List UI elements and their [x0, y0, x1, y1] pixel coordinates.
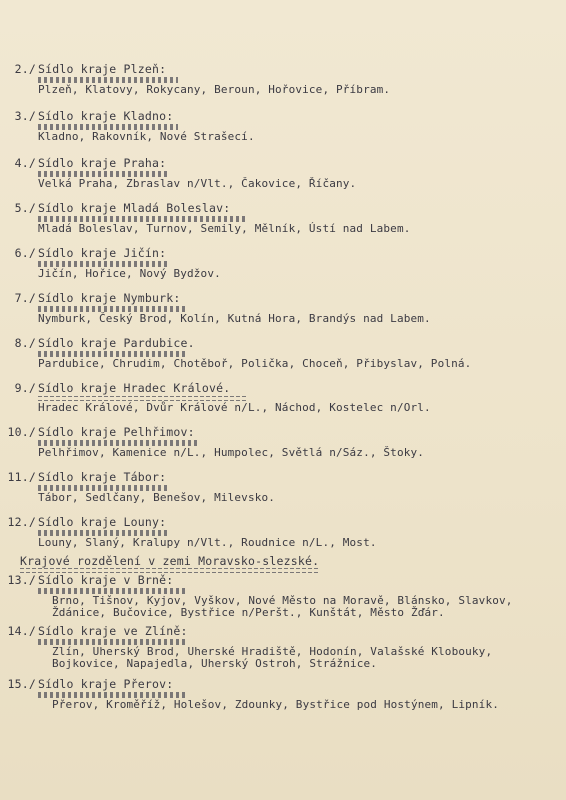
entry-number: 2./: [14, 62, 36, 76]
town-list: Pardubice, Chrudim, Chotěboř, Polička, Choceň, Přibyslav, Polná.: [38, 357, 472, 370]
region-list: [0, 62, 566, 711]
title-underline: [38, 77, 178, 83]
region-entry-9: [10, 381, 566, 415]
town-list: Hradec Králové, Dvůr Králové n/L., Náchod, Kostelec n/Orl.: [38, 401, 431, 414]
entry-title: Sídlo kraje Jičín:: [38, 246, 167, 260]
title-underline: [38, 588, 188, 594]
moravia-section: [20, 554, 566, 573]
entry-number: 14./: [7, 624, 36, 638]
town-list: Pelhřimov, Kamenice n/L., Humpolec, Světlá n/Sáz., Štoky.: [38, 446, 425, 459]
entry-number: 13./: [7, 573, 36, 587]
region-entry-11: [2, 470, 566, 505]
region-entry-12: [2, 515, 566, 550]
entry-title: Sídlo kraje v Brně:: [38, 573, 174, 587]
region-entry-6: [10, 246, 566, 281]
town-list: Nymburk, Český Brod, Kolín, Kutná Hora, Brandýs nad Labem.: [38, 312, 431, 325]
title-underline: [38, 396, 248, 401]
title-underline: [38, 440, 198, 446]
title-underline: [38, 485, 168, 491]
entry-title: Sídlo kraje Pardubice.: [38, 336, 195, 350]
town-list: Velká Praha, Zbraslav n/Vlt., Čakovice, Říčany.: [38, 177, 357, 190]
region-entry-7: [10, 291, 566, 326]
region-entry-14: [2, 624, 566, 671]
region-entry-13: [2, 573, 566, 620]
entry-number: 3./: [14, 109, 36, 123]
region-entry-5: [10, 201, 566, 236]
title-underline: [38, 639, 188, 645]
entry-title: Sídlo kraje Pelhřimov:: [38, 425, 195, 439]
town-list-line-1: Zlín, Uherský Brod, Uherské Hradiště, Hodonín, Valašské Klobouky,: [52, 645, 493, 658]
town-list: Tábor, Sedlčany, Benešov, Milevsko.: [38, 491, 276, 504]
town-list: Mladá Boleslav, Turnov, Semily, Mělník, Ústí nad Labem.: [38, 222, 411, 235]
entry-number: 12./: [7, 515, 36, 529]
town-list: Plzeň, Klatovy, Rokycany, Beroun, Hořovice, Příbram.: [38, 83, 391, 96]
entry-number: 8./: [14, 336, 36, 350]
entry-title: Sídlo kraje ve Zlíně:: [38, 624, 188, 638]
entry-title: Sídlo kraje Hradec Králové.: [38, 381, 231, 395]
entry-number: 9./: [14, 381, 36, 395]
entry-title: Sídlo kraje Přerov:: [38, 677, 174, 691]
title-underline: [38, 216, 248, 222]
section-title: Krajové rozdělení v zemi Moravsko-slezské.: [20, 554, 320, 568]
entry-number: 10./: [7, 425, 36, 439]
entry-title: Sídlo kraje Tábor:: [38, 470, 167, 484]
town-list-line-2: Ždánice, Bučovice, Bystřice n/Peršt., Kunštát, Město Žďár.: [52, 606, 445, 619]
entry-number: 11./: [7, 470, 36, 484]
title-underline: [38, 692, 188, 698]
town-list-line-1: Brno, Tišnov, Kyjov, Vyškov, Nové Město na Moravě, Blánsko, Slavkov,: [52, 594, 513, 607]
entry-title: Sídlo kraje Mladá Boleslav:: [38, 201, 231, 215]
title-underline: [38, 261, 168, 267]
entry-title: Sídlo kraje Plzeň:: [38, 62, 167, 76]
entry-number: 15./: [7, 677, 36, 691]
town-list: Louny, Slaný, Kralupy n/Vlt., Roudnice n/L., Most.: [38, 536, 377, 549]
region-entry-2: [10, 62, 566, 97]
title-underline: [38, 124, 178, 130]
entry-number: 4./: [14, 156, 36, 170]
entry-title: Sídlo kraje Louny:: [38, 515, 167, 529]
title-underline: [38, 306, 188, 312]
title-underline: [38, 530, 168, 536]
entry-title: Sídlo kraje Nymburk:: [38, 291, 181, 305]
town-list-line-2: Bojkovice, Napajedla, Uherský Ostroh, Strážnice.: [52, 657, 378, 670]
title-underline: [38, 171, 168, 177]
title-underline: [38, 351, 188, 357]
region-entry-4: [10, 156, 566, 191]
town-list: Jičín, Hořice, Nový Bydžov.: [38, 267, 221, 280]
town-list: Přerov, Kroměříž, Holešov, Zdounky, Bystřice pod Hostýnem, Lipník.: [52, 698, 499, 711]
entry-number: 7./: [14, 291, 36, 305]
entry-number: 6./: [14, 246, 36, 260]
town-list: Kladno, Rakovník, Nové Strašecí.: [38, 130, 255, 143]
region-entry-15: [2, 677, 566, 712]
entry-number: 5./: [14, 201, 36, 215]
region-entry-8: [10, 336, 566, 371]
region-entry-10: [2, 425, 566, 460]
entry-title: Sídlo kraje Praha:: [38, 156, 167, 170]
entry-title: Sídlo kraje Kladno:: [38, 109, 174, 123]
region-entry-3: [10, 109, 566, 144]
